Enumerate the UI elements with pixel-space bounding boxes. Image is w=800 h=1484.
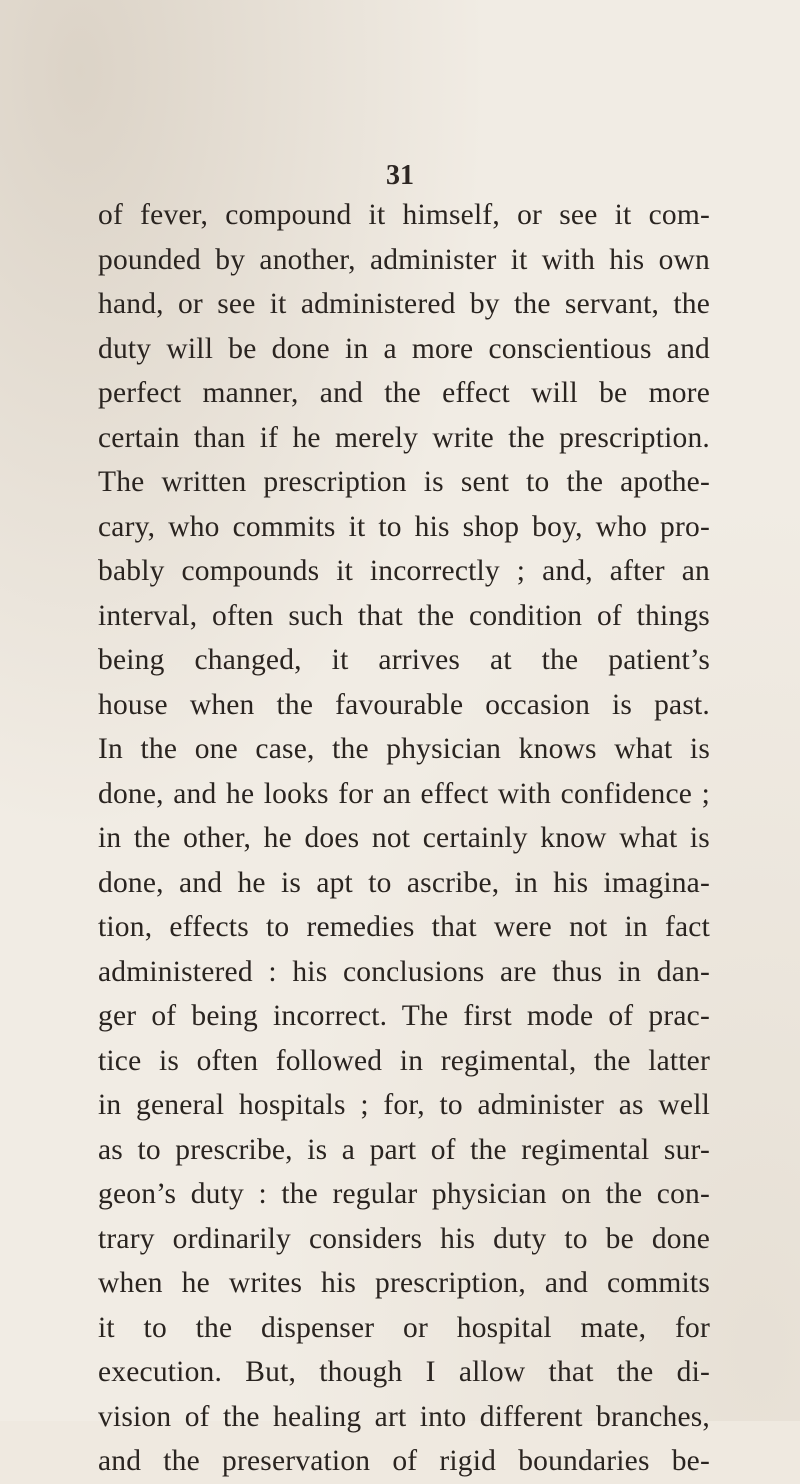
text-line: ger of being incorrect. The first mode of prac- xyxy=(98,1000,710,1032)
text-line: administered : his conclusions are thus in dan- xyxy=(98,955,710,988)
page-number: 31 xyxy=(386,160,414,191)
text-line: The written prescription is sent to the apothe- xyxy=(98,466,710,498)
text-line: perfect manner, and the effect will be more xyxy=(98,377,710,409)
text-line: interval, often such that the condition of things xyxy=(98,599,710,632)
body-text xyxy=(98,193,710,1484)
text-line: trary ordinarily considers his duty to be done xyxy=(98,1222,710,1255)
text-line: vision of the healing art into different branches, xyxy=(98,1400,710,1433)
text-line: house when the favourable occasion is past. xyxy=(98,688,710,721)
text-line: geon’s duty : the regular physician on the con- xyxy=(98,1178,710,1210)
text-line: of fever, compound it himself, or see it com- xyxy=(98,199,710,231)
text-line: cary, who commits it to his shop boy, who pro- xyxy=(98,510,710,543)
text-line: In the one case, the physician knows what is xyxy=(98,733,710,765)
text-line: duty will be done in a more conscientious and xyxy=(98,332,710,365)
text-line: when he writes his prescription, and commits xyxy=(98,1267,710,1299)
text-line: being changed, it arrives at the patient’s xyxy=(98,644,710,676)
text-line: done, and he is apt to ascribe, in his imagina- xyxy=(98,866,710,899)
text-line: done, and he looks for an effect with confidence ; xyxy=(98,777,710,810)
text-line: as to prescribe, is a part of the regimental sur- xyxy=(98,1133,710,1166)
text-line: tice is often followed in regimental, the latter xyxy=(98,1044,710,1077)
text-line: certain than if he merely write the prescription. xyxy=(98,421,710,454)
text-line: tion, effects to remedies that were not in fact xyxy=(98,911,710,943)
text-line: in general hospitals ; for, to administer as well xyxy=(98,1089,710,1121)
text-line: and the preservation of rigid boundaries be- xyxy=(98,1445,710,1477)
text-line: pounded by another, administer it with his own xyxy=(98,243,710,276)
text-line: in the other, he does not certainly know what is xyxy=(98,822,710,854)
text-line: hand, or see it administered by the servant, the xyxy=(98,288,710,320)
text-line: it to the dispenser or hospital mate, for xyxy=(98,1311,710,1344)
text-line: execution. But, though I allow that the di- xyxy=(98,1356,710,1388)
text-line: bably compounds it incorrectly ; and, after an xyxy=(98,555,710,587)
